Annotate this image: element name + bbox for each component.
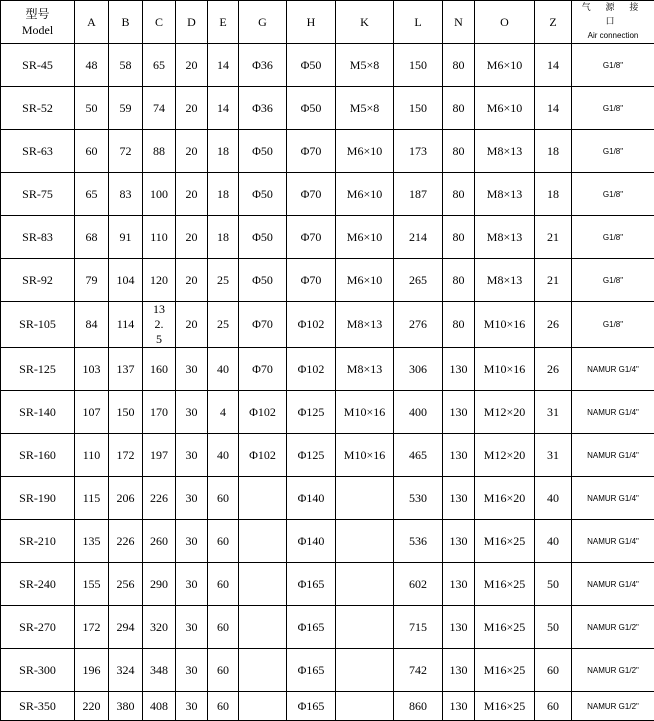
table-row [1,87,654,130]
dimension-cell-o: M6×10 [475,44,535,87]
dimension-cell-k [336,477,394,520]
dimension-cell-e: 60 [208,692,239,721]
column-header-c: C [143,1,176,44]
dimension-cell-g: Φ50 [239,130,287,173]
table-row [1,302,654,348]
dimension-cell-o: M16×25 [475,692,535,721]
dimension-cell-e: 18 [208,216,239,259]
dimension-cell-l: 306 [394,348,443,391]
dimension-cell-h: Φ125 [287,434,336,477]
table-row [1,563,654,606]
column-header-k: K [336,1,394,44]
dimension-cell-c: 408 [143,692,176,721]
dimension-cell-g: Φ50 [239,173,287,216]
dimension-cell-e: 25 [208,259,239,302]
model-cell: SR-83 [1,216,75,259]
dimension-cell-d: 30 [176,606,208,649]
dimension-cell-l: 150 [394,87,443,130]
dimension-cell-c: 197 [143,434,176,477]
dimension-cell-o: M8×13 [475,130,535,173]
air-connection-cell: NAMUR G1/2" [572,649,654,692]
dimension-cell-d: 20 [176,302,208,348]
model-cell: SR-300 [1,649,75,692]
dimension-cell-k [336,606,394,649]
air-connection-cell: NAMUR G1/4" [572,520,654,563]
dimension-cell-a: 68 [75,216,109,259]
dimension-cell-c: 88 [143,130,176,173]
dimension-cell-n: 130 [443,692,475,721]
table-row [1,173,654,216]
dimension-cell-g: Φ50 [239,216,287,259]
dimension-cell-o: M16×25 [475,563,535,606]
dimension-cell-b: 294 [109,606,143,649]
dimension-cell-a: 50 [75,87,109,130]
dimension-cell-d: 30 [176,563,208,606]
dimension-cell-k [336,692,394,721]
dimension-cell-g [239,692,287,721]
dimension-cell-g: Φ50 [239,259,287,302]
dimension-cell-d: 30 [176,348,208,391]
table-body [1,44,654,721]
dimension-cell-d: 30 [176,391,208,434]
air-connection-cell: NAMUR G1/4" [572,563,654,606]
dimension-cell-z: 60 [535,649,572,692]
column-header-o: O [475,1,535,44]
dimension-cell-l: 530 [394,477,443,520]
model-cell: SR-210 [1,520,75,563]
dimension-cell-e: 60 [208,649,239,692]
air-connection-cell: NAMUR G1/2" [572,606,654,649]
dimension-cell-o: M16×25 [475,520,535,563]
dimension-cell-e: 60 [208,606,239,649]
dimension-cell-n: 130 [443,348,475,391]
dimension-cell-e: 14 [208,87,239,130]
dimension-cell-a: 84 [75,302,109,348]
dimension-cell-h: Φ165 [287,606,336,649]
dimension-cell-h: Φ50 [287,44,336,87]
dimension-cell-k [336,563,394,606]
model-cell: SR-63 [1,130,75,173]
dimension-cell-k: M10×16 [336,434,394,477]
dimension-cell-n: 80 [443,44,475,87]
dimension-cell-h: Φ102 [287,302,336,348]
dimension-cell-o: M10×16 [475,302,535,348]
model-cell: SR-125 [1,348,75,391]
dimension-cell-e: 25 [208,302,239,348]
dimension-cell-b: 59 [109,87,143,130]
dimension-cell-o: M12×20 [475,434,535,477]
dimension-cell-e: 60 [208,563,239,606]
dimension-cell-a: 135 [75,520,109,563]
table-row [1,434,654,477]
dimension-cell-g: Φ36 [239,87,287,130]
dimension-cell-n: 80 [443,216,475,259]
dimension-cell-k: M8×13 [336,302,394,348]
column-header-z: Z [535,1,572,44]
dimension-cell-n: 80 [443,173,475,216]
dimension-cell-h: Φ165 [287,649,336,692]
dimension-cell-a: 107 [75,391,109,434]
air-connection-cell: NAMUR G1/4" [572,348,654,391]
dimension-cell-k: M5×8 [336,44,394,87]
dimension-cell-a: 196 [75,649,109,692]
dimension-cell-c: 170 [143,391,176,434]
dimension-cell-l: 465 [394,434,443,477]
dimension-cell-o: M8×13 [475,259,535,302]
column-header-e: E [208,1,239,44]
model-cell: SR-240 [1,563,75,606]
model-cell: SR-45 [1,44,75,87]
air-connection-cell: G1/8" [572,87,654,130]
model-header-en: Model [1,22,74,38]
dimension-cell-h: Φ140 [287,520,336,563]
dimension-cell-o: M8×13 [475,173,535,216]
dimension-cell-o: M6×10 [475,87,535,130]
model-cell: SR-52 [1,87,75,130]
dimension-cell-b: 72 [109,130,143,173]
dimension-cell-e: 14 [208,44,239,87]
dimension-cell-z: 18 [535,130,572,173]
dimension-cell-k [336,520,394,563]
dimension-cell-g [239,606,287,649]
dimension-cell-l: 276 [394,302,443,348]
air-connection-cell: G1/8" [572,302,654,348]
dimension-cell-h: Φ70 [287,259,336,302]
model-cell: SR-270 [1,606,75,649]
dimension-cell-c [143,302,176,348]
table-row [1,692,654,721]
dimension-cell-c: 348 [143,649,176,692]
dimension-cell-a: 172 [75,606,109,649]
column-header-h: H [287,1,336,44]
dimension-cell-a: 115 [75,477,109,520]
dimension-cell-k: M10×16 [336,391,394,434]
dimension-cell-k: M6×10 [336,173,394,216]
dimension-cell-l: 265 [394,259,443,302]
dimension-cell-c: 290 [143,563,176,606]
dimension-cell-b: 150 [109,391,143,434]
dimension-cell-c: 65 [143,44,176,87]
dimension-cell-g: Φ36 [239,44,287,87]
dimension-cell-z: 40 [535,477,572,520]
dimension-cell-n: 130 [443,563,475,606]
dimension-cell-z: 18 [535,173,572,216]
dimension-cell-h: Φ70 [287,216,336,259]
dimension-cell-n: 130 [443,434,475,477]
dimension-cell-b: 91 [109,216,143,259]
dimension-cell-z: 14 [535,44,572,87]
model-cell: SR-140 [1,391,75,434]
dimension-cell-l: 860 [394,692,443,721]
air-connection-cell: G1/8" [572,130,654,173]
dimension-cell-z: 21 [535,259,572,302]
dimension-cell-o: M12×20 [475,391,535,434]
dimension-cell-n: 130 [443,477,475,520]
dimension-cell-b: 83 [109,173,143,216]
model-cell: SR-190 [1,477,75,520]
dimension-cell-z: 31 [535,391,572,434]
model-cell: SR-92 [1,259,75,302]
dimension-cell-b: 206 [109,477,143,520]
dimension-cell-a: 65 [75,173,109,216]
dimension-cell-e: 60 [208,477,239,520]
dimension-cell-n: 130 [443,649,475,692]
dimension-cell-d: 30 [176,434,208,477]
dimension-cell-h: Φ165 [287,563,336,606]
dimension-cell-e: 60 [208,520,239,563]
table-row [1,44,654,87]
air-connection-cell: NAMUR G1/4" [572,391,654,434]
model-cell: SR-350 [1,692,75,721]
dimension-cell-a: 220 [75,692,109,721]
dimension-cell-b: 104 [109,259,143,302]
dimension-cell-z: 31 [535,434,572,477]
dimension-cell-n: 80 [443,87,475,130]
dimension-cell-z: 26 [535,348,572,391]
model-cell: SR-105 [1,302,75,348]
air-header-en: Air connection [572,29,654,43]
dimension-cell-e: 18 [208,173,239,216]
dimension-cell-k: M8×13 [336,348,394,391]
dimension-cell-l: 173 [394,130,443,173]
dimension-cell-e: 40 [208,348,239,391]
dimension-cell-e: 40 [208,434,239,477]
dimension-cell-z: 26 [535,302,572,348]
dimension-cell-b: 114 [109,302,143,348]
dimension-cell-c: 110 [143,216,176,259]
air-connection-cell: NAMUR G1/4" [572,477,654,520]
dimension-cell-c: 160 [143,348,176,391]
air-connection-cell: G1/8" [572,173,654,216]
column-header-g: G [239,1,287,44]
table-row [1,216,654,259]
wrapped-value: 132.5 [152,302,166,347]
dimension-cell-o: M16×25 [475,649,535,692]
dimension-cell-l: 150 [394,44,443,87]
dimension-cell-d: 20 [176,216,208,259]
dimension-cell-g [239,563,287,606]
table-row [1,649,654,692]
air-header-cn: 气 源 接 口 [572,1,654,29]
dimension-cell-z: 14 [535,87,572,130]
dimension-cell-e: 18 [208,130,239,173]
dimension-cell-c: 226 [143,477,176,520]
dimension-cell-c: 320 [143,606,176,649]
dimension-cell-d: 20 [176,259,208,302]
dimension-cell-g: Φ70 [239,302,287,348]
model-header-cn: 型号 [1,6,74,22]
dimension-cell-d: 20 [176,44,208,87]
dimension-cell-o: M8×13 [475,216,535,259]
dimension-cell-d: 20 [176,87,208,130]
dimension-cell-z: 60 [535,692,572,721]
column-header-a: A [75,1,109,44]
dimension-cell-n: 80 [443,130,475,173]
dimension-cell-b: 226 [109,520,143,563]
dimension-cell-k: M6×10 [336,259,394,302]
dimension-cell-d: 30 [176,520,208,563]
dimension-cell-a: 48 [75,44,109,87]
table-row [1,391,654,434]
column-header-b: B [109,1,143,44]
dimension-cell-d: 30 [176,692,208,721]
dimension-cell-z: 50 [535,606,572,649]
dimension-cell-g: Φ102 [239,434,287,477]
air-connection-cell: NAMUR G1/2" [572,692,654,721]
dimension-cell-b: 58 [109,44,143,87]
table-row [1,348,654,391]
dimension-cell-h: Φ125 [287,391,336,434]
dimension-cell-a: 79 [75,259,109,302]
column-header-d: D [176,1,208,44]
dimension-cell-h: Φ102 [287,348,336,391]
model-cell: SR-160 [1,434,75,477]
column-header-n: N [443,1,475,44]
dimension-cell-n: 130 [443,520,475,563]
dimension-cell-n: 130 [443,606,475,649]
dimension-cell-l: 400 [394,391,443,434]
dimension-cell-l: 715 [394,606,443,649]
dimension-cell-k: M6×10 [336,216,394,259]
model-column-header [1,1,75,44]
dimension-cell-l: 602 [394,563,443,606]
table-row [1,520,654,563]
dimension-cell-g [239,477,287,520]
dimension-cell-l: 214 [394,216,443,259]
dimension-cell-b: 380 [109,692,143,721]
dimension-cell-o: M16×20 [475,477,535,520]
dimension-cell-n: 80 [443,302,475,348]
dimension-cell-h: Φ140 [287,477,336,520]
dimension-cell-d: 30 [176,477,208,520]
table-row [1,477,654,520]
dimension-cell-o: M16×25 [475,606,535,649]
column-header-l: L [394,1,443,44]
dimension-cell-c: 74 [143,87,176,130]
dimension-cell-l: 187 [394,173,443,216]
dimension-cell-g [239,520,287,563]
dimension-cell-a: 110 [75,434,109,477]
dimension-cell-d: 30 [176,649,208,692]
dimension-cell-g: Φ70 [239,348,287,391]
dimension-cell-g [239,649,287,692]
dimension-cell-z: 40 [535,520,572,563]
dimension-cell-l: 536 [394,520,443,563]
dimension-cell-k: M5×8 [336,87,394,130]
dimension-cell-g: Φ102 [239,391,287,434]
dimension-cell-k [336,649,394,692]
dimension-cell-o: M10×16 [475,348,535,391]
table-row [1,259,654,302]
dimension-cell-l: 742 [394,649,443,692]
dimension-cell-c: 100 [143,173,176,216]
dimension-cell-b: 137 [109,348,143,391]
dimension-cell-z: 50 [535,563,572,606]
dimension-cell-a: 155 [75,563,109,606]
dimension-cell-h: Φ165 [287,692,336,721]
air-connection-cell: NAMUR G1/4" [572,434,654,477]
dimension-cell-n: 130 [443,391,475,434]
dimension-cell-a: 103 [75,348,109,391]
table-row [1,130,654,173]
dimension-cell-b: 256 [109,563,143,606]
dimension-cell-n: 80 [443,259,475,302]
dimension-cell-k: M6×10 [336,130,394,173]
dimension-cell-e: 4 [208,391,239,434]
dimension-cell-z: 21 [535,216,572,259]
dimension-cell-h: Φ70 [287,173,336,216]
dimension-cell-d: 20 [176,173,208,216]
air-connection-cell: G1/8" [572,259,654,302]
dimension-cell-h: Φ70 [287,130,336,173]
air-connection-cell: G1/8" [572,216,654,259]
dimension-cell-b: 172 [109,434,143,477]
model-cell: SR-75 [1,173,75,216]
dimension-cell-a: 60 [75,130,109,173]
dimension-cell-c: 120 [143,259,176,302]
dimension-cell-d: 20 [176,130,208,173]
dimension-cell-c: 260 [143,520,176,563]
air-connection-cell: G1/8" [572,44,654,87]
table-header-row [1,1,654,44]
dimension-cell-h: Φ50 [287,87,336,130]
air-connection-column-header [572,1,654,44]
dimension-cell-b: 324 [109,649,143,692]
table-row [1,606,654,649]
